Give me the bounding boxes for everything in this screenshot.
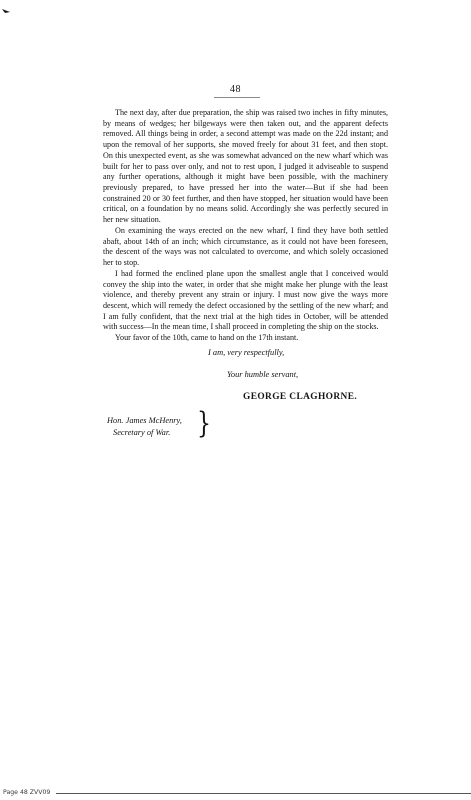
recipient-name: Hon. James McHenry, — [107, 416, 182, 425]
footer-page-tag: Page 48 ZVV09 — [3, 789, 51, 796]
page-number: 48 — [230, 84, 241, 95]
closing-line-2: Your humble servant, — [227, 370, 299, 379]
right-brace-icon: } — [197, 408, 211, 441]
page-number-rule — [214, 97, 260, 98]
recipient-title: Secretary of War. — [113, 428, 171, 437]
corner-mark — [2, 8, 12, 14]
footer-rule — [56, 793, 471, 794]
paragraph-4: Your favor of the 10th, came to hand on the 17th instant. — [115, 333, 299, 343]
paragraph-2: On examining the ways erected on the new wharf, I find they have both settled abaft, about 14th of an inch; which circumstance, as it could not have been foreseen, the descent of the ways was not calculated to overcome, and which solely occasioned her to stop. — [103, 225, 388, 268]
recipient-block — [107, 415, 182, 439]
letter-body — [103, 108, 388, 344]
paragraph-3: I had formed the enclined plane upon the smallest angle that I conceived would convey the ship into the water, in order that she might make her plunge with the least violence, and thereby prevent any strain or injury. I must now give the ways more descent, which will remedy the defect occasioned by the settling of the new wharf; and I am fully confident, that the next trial at the high tides in October, will be attended with success—In the mean time, I shall proceed in completing the ship on the stocks. — [103, 268, 388, 332]
closing-line-1: I am, very respectfully, — [208, 348, 285, 357]
paragraph-1: The next day, after due preparation, the ship was raised two inches in fifty minutes, by means of wedges; her bilgeways were then taken out, and the apparent defects removed. All things being in order, a second attempt was made on the 22d instant; and upon the removal of her supports, she moved freely for about 31 feet, and then stopt. On this unexpected event, as she was somewhat advanced on the new wharf which was built for her to pass over only, and not to rest upon, I judged it adviseable to suspend any further operations, although it might have been possible, with the machinery previously prepared, to have pressed her into the water—But if she had been constrained 20 or 30 feet further, and then have stopped, her situation would have been critical, on a foundation by no means solid. Accordingly she was perfectly secured in her new situation. — [103, 108, 388, 225]
signature: GEORGE CLAGHORNE. — [243, 392, 358, 402]
